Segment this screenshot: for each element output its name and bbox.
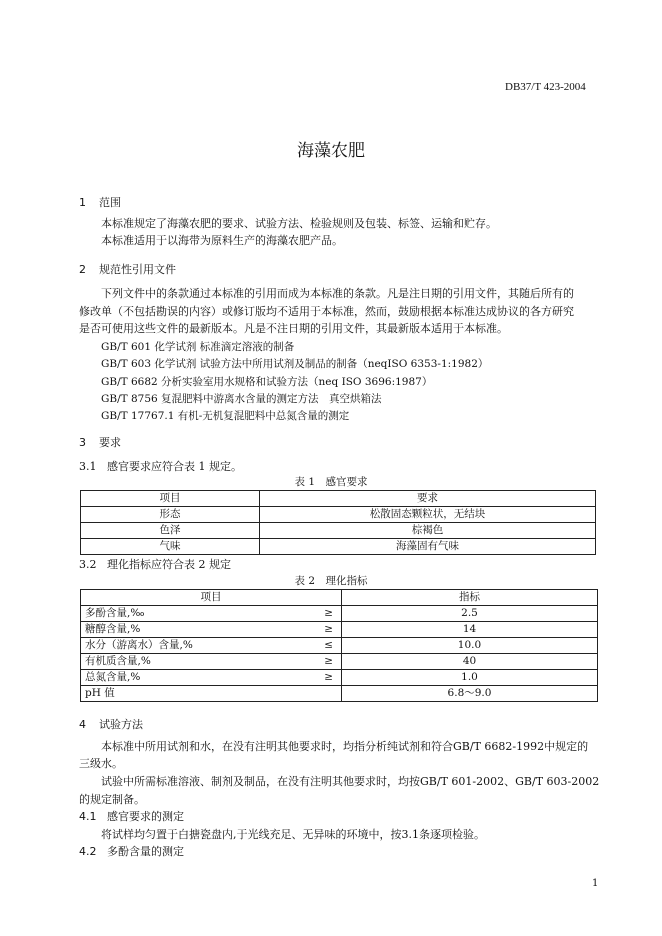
paragraph-line: 本标准中所用试剂和水，在没有注明其他要求时，均指分析纯试剂和符合GB/T 6682-1992中规定的 [101, 740, 589, 753]
table-cell [81, 606, 342, 622]
table-header-cell: 项目 [81, 491, 260, 507]
table-cell: 2.5 [342, 606, 598, 622]
comparison-symbol: ≥ [324, 671, 333, 683]
table-cell [81, 654, 342, 670]
subsection-title: 感官要求的测定 [107, 810, 184, 823]
table-row [81, 539, 596, 555]
table-cell: 6.8～9.0 [342, 686, 598, 702]
table-1 [80, 490, 596, 555]
section-title: 要求 [99, 436, 121, 449]
table-row [81, 523, 596, 539]
item-name: 总氮含量,% [85, 671, 141, 683]
table-2 [80, 589, 598, 702]
comparison-symbol: ≥ [324, 623, 333, 635]
section-title: 试验方法 [99, 718, 143, 731]
table-1-caption: 表 1 感官要求 [294, 476, 368, 488]
table-cell: 14 [342, 622, 598, 638]
section-number: 1 [79, 196, 86, 209]
item-name: 多酚含量,‰ [85, 607, 145, 619]
table-header-row [81, 590, 598, 606]
section-number: 2 [79, 263, 86, 276]
table-cell: 1.0 [342, 670, 598, 686]
comparison-symbol: ≥ [324, 607, 333, 619]
page-title: 海藻农肥 [297, 141, 365, 161]
table-row [81, 638, 598, 654]
table-cell: 气味 [81, 539, 260, 555]
reference-item: GB/T 6682 分析实验室用水规格和试验方法（neq ISO 3696:1987） [101, 376, 433, 388]
subsection-3-2 [79, 556, 231, 574]
table-header-row [81, 491, 596, 507]
item-name: pH 值 [85, 687, 115, 699]
table-2-caption: 表 2 理化指标 [294, 575, 368, 587]
section-number: 4 [79, 718, 86, 731]
page-number: 1 [592, 878, 599, 889]
item-name: 有机质含量,% [85, 655, 151, 667]
paragraph-line: 三级水。 [79, 757, 123, 770]
table-cell: 40 [342, 654, 598, 670]
section-3-heading [79, 434, 121, 450]
section-2-heading [79, 261, 176, 277]
table-cell: 色泽 [81, 523, 260, 539]
table-cell: 形态 [81, 507, 260, 523]
subsection-text: 感官要求应符合表 1 规定。 [107, 460, 242, 473]
paragraph-line: 试验中所需标准溶液、制剂及制品，在没有注明其他要求时，均按GB/T 601-2002、GB/T 603-2002 [101, 775, 600, 788]
paragraph-line: 的规定制备。 [79, 793, 145, 806]
comparison-symbol: ≤ [324, 639, 333, 651]
subsection-4-2-heading [79, 843, 184, 859]
subsection-number: 3.1 [79, 460, 97, 473]
paragraph: 本标准规定了海藻农肥的要求、试验方法、检验规则及包装、标签、运输和贮存。 [101, 217, 497, 230]
item-name: 糖醇含量,% [85, 623, 141, 635]
paragraph-line: 修改单（不包括勘误的内容）或修订版均不适用于本标准，然而，鼓励根据本标准达成协议的各方研究 [79, 305, 574, 318]
item-name: 水分（游离水）含量,% [85, 639, 193, 651]
subsection-4-1-heading [79, 808, 184, 824]
paragraph: 将试样均匀置于白搪瓷盘内,于光线充足、无异味的环境中，按3.1条逐项检验。 [101, 828, 485, 841]
table-header-cell: 项目 [81, 590, 342, 606]
table-cell [81, 638, 342, 654]
table-row [81, 507, 596, 523]
table-cell: 松散固态颗粒状，无结块 [260, 507, 596, 523]
reference-item: GB/T 17767.1 有机-无机复混肥料中总氮含量的测定 [101, 410, 350, 422]
reference-item: GB/T 601 化学试剂 标准滴定溶液的制备 [101, 341, 295, 353]
document-code: DB37/T 423-2004 [505, 81, 586, 93]
subsection-text: 理化指标应符合表 2 规定 [107, 558, 231, 571]
subsection-number: 4.2 [79, 845, 97, 858]
subsection-title: 多酚含量的测定 [107, 845, 184, 858]
table-row [81, 686, 598, 702]
comparison-symbol: ≥ [324, 655, 333, 667]
subsection-number: 3.2 [79, 558, 97, 571]
table-row [81, 670, 598, 686]
paragraph-line: 下列文件中的条款通过本标准的引用而成为本标准的条款。凡是注日期的引用文件，其随后所有的 [101, 287, 574, 300]
table-header-cell: 要求 [260, 491, 596, 507]
paragraph: 本标准适用于以海带为原料生产的海藻农肥产品。 [101, 234, 343, 247]
table-cell [81, 686, 342, 702]
table-cell [81, 622, 342, 638]
section-4-heading [79, 716, 143, 732]
table-cell: 棕褐色 [260, 523, 596, 539]
table-row [81, 622, 598, 638]
reference-item: GB/T 8756 复混肥料中游离水含量的测定方法 真空烘箱法 [101, 393, 382, 405]
subsection-number: 4.1 [79, 810, 97, 823]
section-title: 规范性引用文件 [99, 263, 176, 276]
table-cell: 10.0 [342, 638, 598, 654]
table-header-cell: 指标 [342, 590, 598, 606]
section-number: 3 [79, 436, 86, 449]
table-cell [81, 670, 342, 686]
reference-item: GB/T 603 化学试剂 试验方法中所用试剂及制品的制备（neqISO 6353-1:1982） [101, 358, 489, 370]
section-1-heading [79, 194, 121, 210]
section-title: 范围 [99, 196, 121, 209]
table-row [81, 606, 598, 622]
paragraph-line: 是否可使用这些文件的最新版本。凡是不注日期的引用文件，其最新版本适用于本标准。 [79, 322, 508, 335]
table-cell: 海藻固有气味 [260, 539, 596, 555]
table-row [81, 654, 598, 670]
